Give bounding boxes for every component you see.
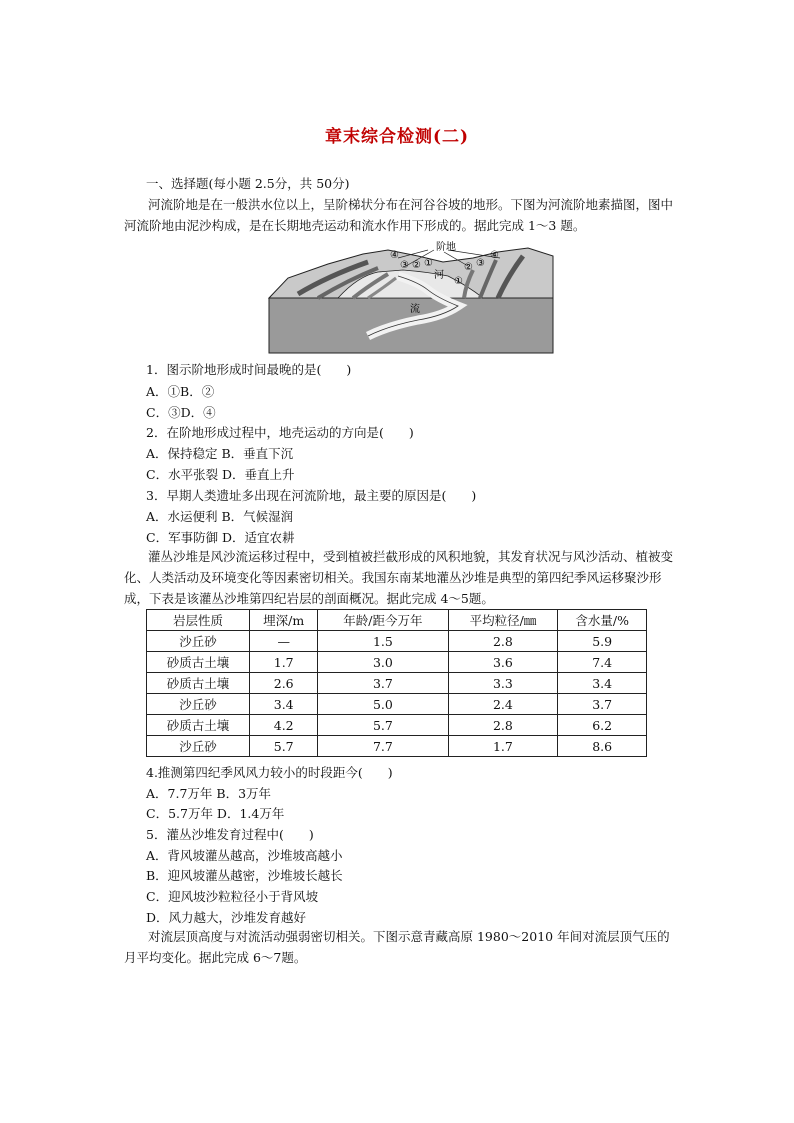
- question-2-options-cd: C．水平张裂 D．垂直上升: [146, 467, 295, 482]
- table-cell: 3.7: [558, 694, 647, 715]
- intro-paragraph-1: 河流阶地是在一般洪水位以上，呈阶梯状分布在河谷谷坡的地形。下图为河流阶地素描图，图中河流阶地由泥沙构成，是在长期地壳运动和流水作用下形成的。据此完成 1～3 题。: [124, 197, 674, 233]
- column-header: 含水量/%: [558, 610, 647, 631]
- terrace-number-3-left: ③: [400, 260, 409, 271]
- table-header-row: [147, 610, 647, 631]
- table-cell: 7.4: [558, 652, 647, 673]
- table-row: [147, 715, 647, 736]
- table-cell: 2.8: [448, 631, 558, 652]
- terrace-label: 阶地: [436, 242, 456, 253]
- terrace-number-1-left: ①: [424, 258, 433, 269]
- question-3-options-ab: A．水运便利 B．气候湿润: [146, 509, 294, 524]
- terrace-number-4-right: ④: [490, 250, 499, 261]
- question-5: 5．灌丛沙堆发育过程中( ): [146, 827, 314, 842]
- terrace-number-3-right: ③: [476, 258, 485, 269]
- question-2: 2．在阶地形成过程中，地壳运动的方向是( ): [146, 425, 414, 440]
- river-label-1: 河: [434, 270, 444, 281]
- table-row: [147, 631, 647, 652]
- river-label-2: 流: [410, 304, 420, 315]
- table-cell: 3.4: [250, 694, 318, 715]
- table-row: [147, 652, 647, 673]
- question-3-options-cd: C．军事防御 D．适宜农耕: [146, 530, 295, 545]
- table-cell: —: [250, 631, 318, 652]
- question-2-options-ab: A．保持稳定 B．垂直下沉: [146, 446, 294, 461]
- terrace-number-2-left: ②: [412, 260, 421, 271]
- question-1-options-ab: A．①B．②: [146, 384, 215, 399]
- table-row: [147, 673, 647, 694]
- question-4-options-ab: A．7.7万年 B．3万年: [146, 786, 272, 801]
- river-terrace-figure: [268, 236, 554, 354]
- table-cell: 砂质古土壤: [147, 673, 250, 694]
- page-title: 章末综合检测(二): [324, 127, 470, 147]
- table-cell: 1.7: [250, 652, 318, 673]
- table-cell: 6.2: [558, 715, 647, 736]
- terrace-number-1-right: ①: [454, 276, 463, 287]
- column-header: 平均粒径/㎜: [448, 610, 558, 631]
- table-row: [147, 736, 647, 757]
- terrace-number-4-left: ④: [390, 250, 399, 261]
- table-cell: 2.8: [448, 715, 558, 736]
- table-cell: 4.2: [250, 715, 318, 736]
- table-cell: 沙丘砂: [147, 694, 250, 715]
- table-cell: 1.7: [448, 736, 558, 757]
- column-header: 埋深/m: [250, 610, 318, 631]
- table-cell: 3.3: [448, 673, 558, 694]
- table-cell: 2.6: [250, 673, 318, 694]
- table-cell: 7.7: [318, 736, 448, 757]
- table-cell: 3.7: [318, 673, 448, 694]
- intro-paragraph-3: 对流层顶高度与对流活动强弱密切相关。下图示意青藏高原 1980～2010 年间对流层顶气压的月平均变化。据此完成 6～7题。: [124, 929, 670, 965]
- stratum-table: [146, 609, 647, 757]
- question-4: 4.推测第四纪季风风力较小的时段距今( ): [146, 765, 393, 780]
- table-cell: 2.4: [448, 694, 558, 715]
- column-header: 岩层性质: [147, 610, 250, 631]
- question-5-option-a: A．背风坡灌丛越高，沙堆坡高越小: [146, 848, 343, 863]
- question-5-option-b: B．迎风坡灌丛越密，沙堆坡长越长: [146, 868, 343, 883]
- question-1: 1．图示阶地形成时间最晚的是( ): [146, 362, 352, 377]
- table-cell: 5.0: [318, 694, 448, 715]
- table-cell: 8.6: [558, 736, 647, 757]
- table-cell: 3.6: [448, 652, 558, 673]
- question-5-option-c: C．迎风坡沙粒粒径小于背风坡: [146, 889, 319, 904]
- table-row: [147, 694, 647, 715]
- terrace-number-2-right: ②: [464, 262, 473, 273]
- table-cell: 3.4: [558, 673, 647, 694]
- table-cell: 5.9: [558, 631, 647, 652]
- table-cell: 5.7: [250, 736, 318, 757]
- question-3: 3．早期人类遗址多出现在河流阶地，最主要的原因是( ): [146, 488, 477, 503]
- column-header: 年龄/距今万年: [318, 610, 448, 631]
- table-cell: 3.0: [318, 652, 448, 673]
- question-1-options-cd: C．③D．④: [146, 405, 216, 420]
- section-heading: 一、选择题(每小题 2.5分，共 50分): [146, 176, 350, 191]
- table-cell: 沙丘砂: [147, 736, 250, 757]
- table-cell: 1.5: [318, 631, 448, 652]
- table-cell: 5.7: [318, 715, 448, 736]
- intro-paragraph-2: 灌丛沙堆是风沙流运移过程中，受到植被拦截形成的风积地貌，其发育状况与风沙活动、植被变化、人类活动及环境变化等因素密切相关。我国东南某地灌丛沙堆是典型的第四纪季风运移聚沙形成，下表是该灌丛沙堆第四纪岩层的剖面概况。据此完成 4～5题。: [124, 549, 674, 606]
- question-4-options-cd: C．5.7万年 D．1.4万年: [146, 806, 285, 821]
- table-cell: 砂质古土壤: [147, 715, 250, 736]
- question-5-option-d: D．风力越大，沙堆发育越好: [146, 910, 307, 925]
- table-cell: 沙丘砂: [147, 631, 250, 652]
- table-cell: 砂质古土壤: [147, 652, 250, 673]
